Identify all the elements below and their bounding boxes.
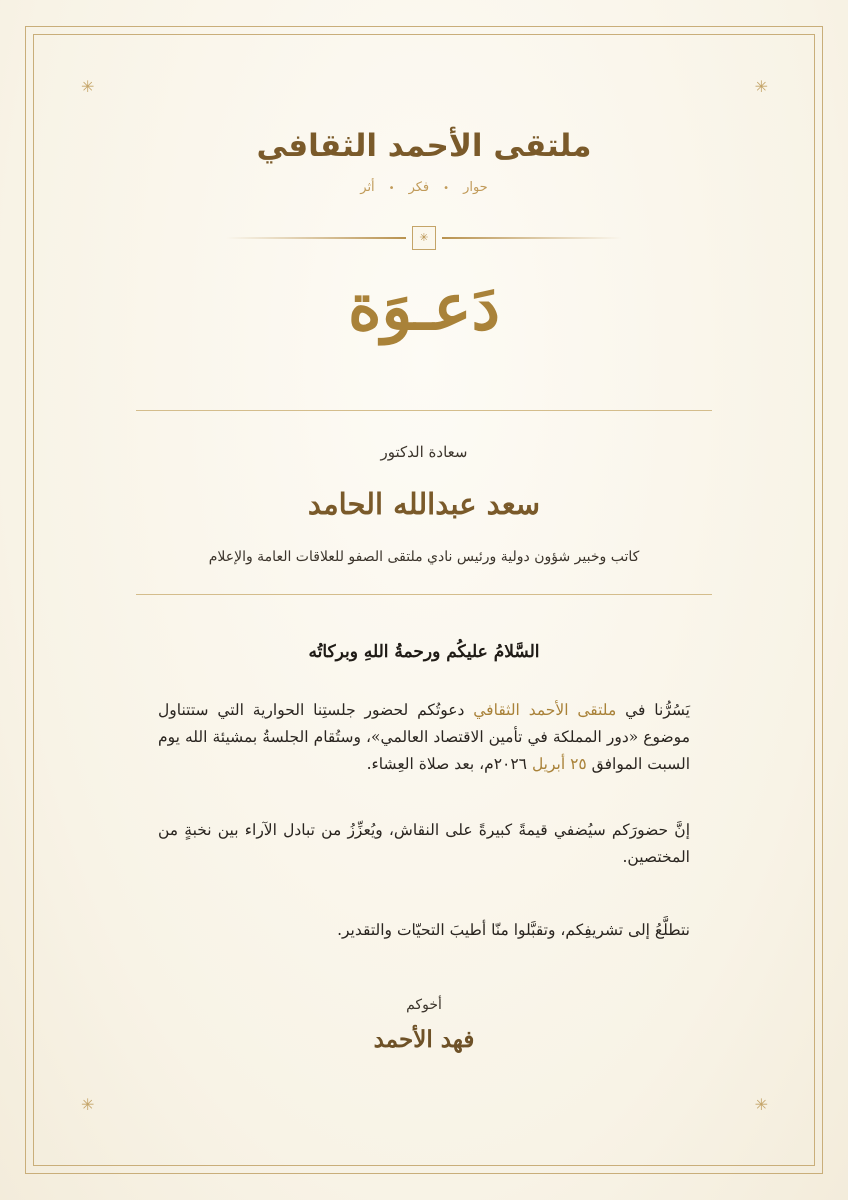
tagline-separator: • — [443, 183, 450, 194]
recipient-name: سعد عبدالله الحامد — [307, 487, 541, 521]
corner-ornament-icon: ✳ — [81, 77, 95, 96]
paragraph-text: يَسُرُّنا في — [616, 701, 690, 719]
corner-ornament-icon: ✳ — [754, 1095, 768, 1114]
star-ornament-icon: ✳ — [412, 226, 436, 250]
divider-rule — [136, 594, 712, 595]
header-divider — [0, 226, 848, 250]
forum-name-highlight: ملتقى الأحمد الثقافي — [473, 701, 617, 719]
paragraph-text: دعوتُكم لحضور جلستِنا الحوارية التي ستتناول موضوع «دور المملكة في تأمين الاقتصاد العالمي»، وستُقام الجلسةُ بمشيئة الله يوم السبت الموافق — [158, 701, 690, 773]
corner-ornament-icon: ✳ — [81, 1095, 95, 1114]
value-paragraph: إنَّ حضورَكم سيُضفي قيمةً كبيرةً على النقاش، ويُعزِّزُ من تبادل الآراء بين نخبةٍ من المختصين. — [158, 821, 690, 866]
recipient-honorific: سعادة الدكتور — [380, 443, 468, 461]
invitation-paragraph — [158, 697, 690, 778]
tagline-separator: • — [388, 183, 395, 194]
divider-rule — [136, 410, 712, 411]
divider-line — [442, 237, 622, 239]
forum-tagline — [0, 180, 848, 195]
recipient-description: كاتب وخبير شؤون دولية ورئيس نادي ملتقى الصفو للعلاقات العامة والإعلام — [208, 549, 640, 565]
greeting: السَّلامُ عليكُم ورحمةُ اللهِ وبركاتُه — [308, 642, 540, 662]
forum-title: ملتقى الأحمد الثقافي — [256, 128, 592, 164]
tagline-word: حوار — [463, 180, 488, 195]
signature-label: أخوكم — [406, 997, 442, 1013]
signature-name: فهد الأحمد — [373, 1026, 475, 1053]
date-highlight: ٢٥ أبريل — [531, 755, 587, 773]
tagline-word: أثر — [360, 180, 375, 195]
paragraph-text: ٢٠٢٦م، بعد صلاة العِشاء. — [366, 755, 532, 773]
closing-paragraph: نتطلَّعُ إلى تشريفِكم، وتقبَّلوا منّا أطيبَ التحيّات والتقدير. — [337, 921, 690, 939]
tagline-word: فكر — [408, 180, 430, 195]
divider-line — [226, 237, 406, 239]
invitation-heading: دَعـوَة — [347, 270, 501, 345]
corner-ornament-icon: ✳ — [754, 77, 768, 96]
